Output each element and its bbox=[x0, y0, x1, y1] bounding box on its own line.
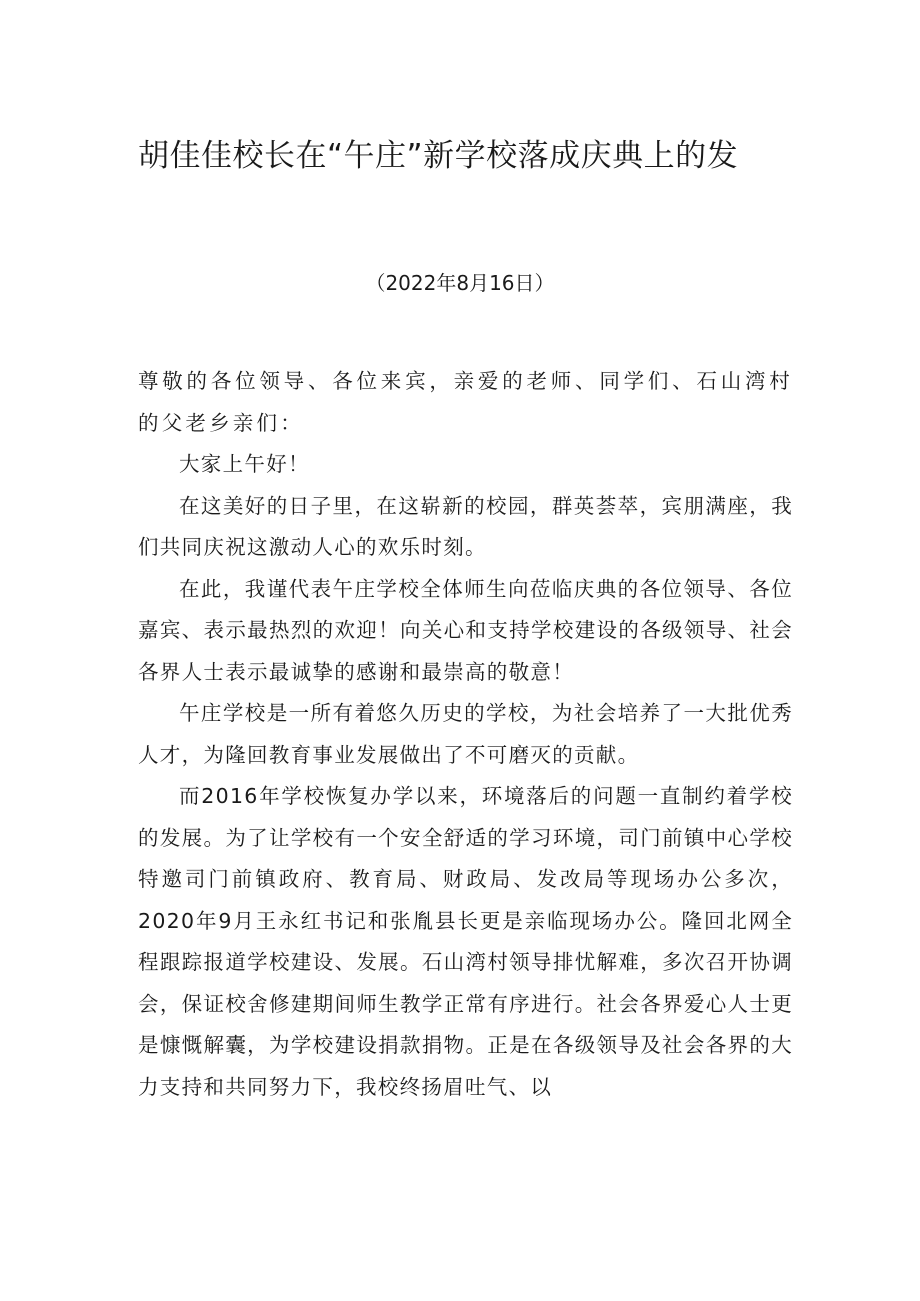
body-paragraph: 在这美好的日子里，在这崭新的校园，群英荟萃，宾朋满座，我们共同庆祝这激动人心的欢乐时刻。 bbox=[138, 493, 793, 559]
document-body bbox=[138, 361, 793, 1108]
document-date: （2022年8月16日） bbox=[365, 271, 555, 295]
body-paragraph: 而2016年学校恢复办学以来，环境落后的问题一直制约着学校的发展。为了让学校有一个安全舒适的学习环境，司门前镇中心学校特邀司门前镇政府、教育局、财政局、发改局等现场办公多次，2020年9月王永红书记和张胤县长更是亲临现场办公。隆回北网全程跟踪报道学校建设、发展。石山湾村领导排忧解难，多次召开协调会，保证校舍修建期间师生教学正常有序进行。社会各界爱心人士更是慷慨解囊，为学校建设捐款捐物。正是在各级领导及社会各界的大力支持和共同努力下，我校终扬眉吐气、以 bbox=[138, 784, 793, 1099]
document-title: 胡佳佳校长在“午庄”新学校落成庆典上的发 bbox=[138, 138, 739, 174]
salutation-paragraph: 尊敬的各位领导、各位来宾，亲爱的老师、同学们、石山湾村的父老乡亲们： bbox=[138, 369, 793, 435]
body-paragraph: 午庄学校是一所有着悠久历史的学校，为社会培养了一大批优秀人才，为隆回教育事业发展做出了不可磨灭的贡献。 bbox=[138, 701, 793, 767]
greeting-paragraph: 大家上午好！ bbox=[179, 452, 310, 476]
body-paragraph: 在此，我谨代表午庄学校全体师生向莅临庆典的各位领导、各位嘉宾、表示最热烈的欢迎！向关心和支持学校建设的各级领导、社会各界人士表示最诚挚的感谢和最崇高的敬意！ bbox=[138, 576, 793, 684]
